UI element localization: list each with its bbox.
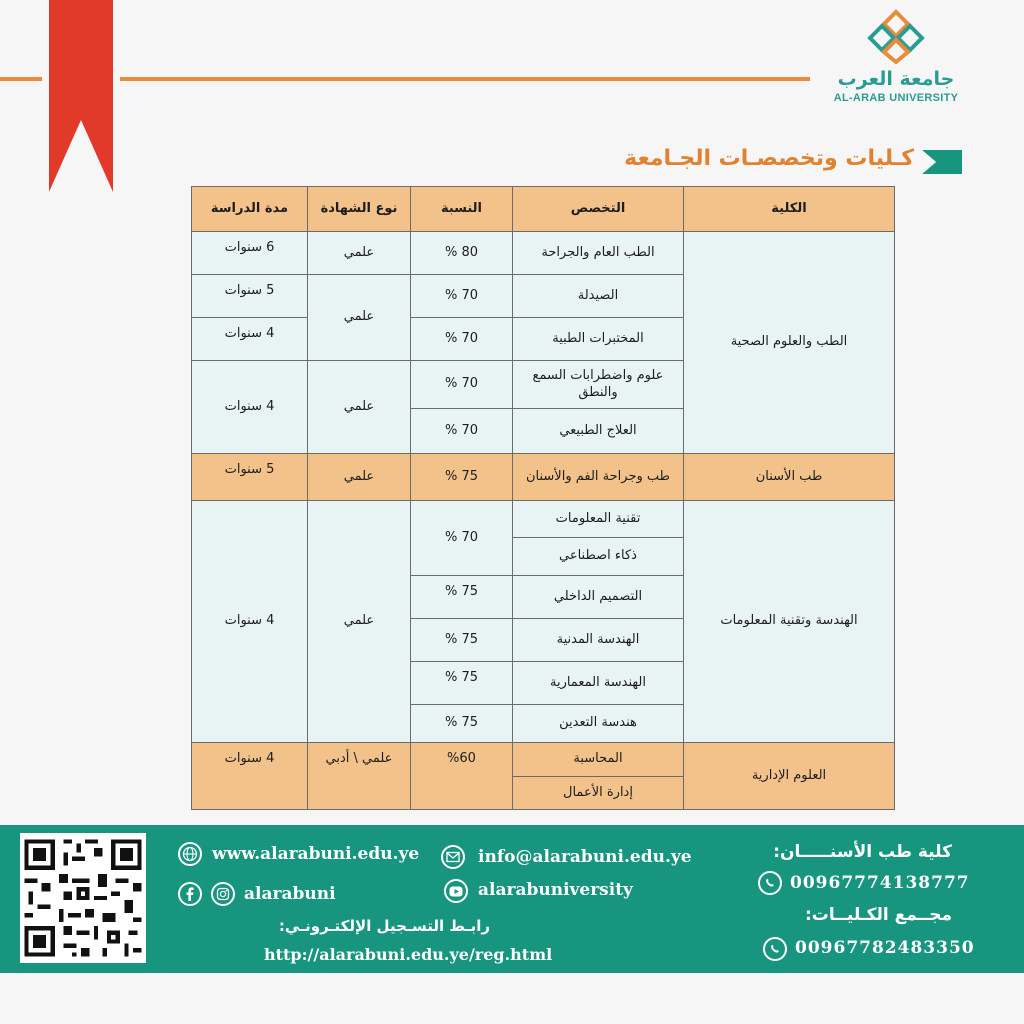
email-link[interactable]: info@alarabuni.edu.ye	[478, 847, 692, 867]
certificate-cell: علمي	[308, 501, 411, 743]
table-row	[192, 501, 895, 538]
logo-mark-icon	[866, 8, 926, 64]
youtube-icon[interactable]	[444, 879, 468, 903]
duration-cell: 4 سنوات	[192, 318, 308, 361]
certificate-cell: علمي	[308, 275, 411, 361]
instagram-icon[interactable]	[211, 882, 235, 906]
major-cell: الصيدلة	[513, 275, 684, 318]
certificate-cell: علمي	[308, 361, 411, 454]
major-cell: المحاسبة	[513, 743, 684, 777]
major-cell: علوم واضطرابات السمع والنطق	[513, 361, 684, 409]
major-cell: إدارة الأعمال	[513, 777, 684, 810]
college-cell: العلوم الإدارية	[684, 743, 895, 810]
registration-label: رابـط التسـجيل الإلكتـرونـي:	[278, 917, 490, 935]
college-cell: الهندسة وتقنية المعلومات	[684, 501, 895, 743]
rate-cell: 70 %	[411, 275, 513, 318]
major-cell: المختبرات الطبية	[513, 318, 684, 361]
major-cell: طب وجراحة الفم والأسنان	[513, 454, 684, 501]
dentistry-label: كلية طب الأسنـــــان:	[773, 842, 952, 862]
section-header	[600, 146, 962, 178]
rate-cell: 75 %	[411, 662, 513, 705]
major-cell: الهندسة المعمارية	[513, 662, 684, 705]
duration-cell: 4 سنوات	[192, 501, 308, 743]
table-header-row	[192, 187, 895, 232]
duration-cell: 4 سنوات	[192, 743, 308, 810]
major-cell: العلاج الطبيعي	[513, 409, 684, 454]
decorative-ribbon	[49, 0, 113, 192]
rate-cell: 70 %	[411, 361, 513, 409]
whatsapp-icon[interactable]	[758, 871, 782, 895]
header-duration: مدة الدراسة	[192, 187, 308, 232]
social-handle[interactable]: alarabuni	[244, 884, 336, 904]
logo-name-arabic: جامعة العرب	[837, 68, 955, 90]
table-row	[192, 743, 895, 777]
header-college: الكلية	[684, 187, 895, 232]
section-title: كـليات وتخصصـات الجـامعة	[624, 146, 914, 171]
rate-cell: 80 %	[411, 232, 513, 275]
college-cell: الطب والعلوم الصحية	[684, 232, 895, 454]
mail-icon[interactable]	[441, 845, 465, 869]
major-cell: التصميم الداخلي	[513, 576, 684, 619]
rate-cell: %60	[411, 743, 513, 810]
colleges-label: مجــمع الكـليــات:	[805, 905, 952, 925]
rate-cell: 75 %	[411, 454, 513, 501]
certificate-cell: علمي	[308, 454, 411, 501]
facebook-icon[interactable]	[178, 882, 202, 906]
rate-cell: 70 %	[411, 501, 513, 576]
table-row	[192, 232, 895, 275]
major-cell: هندسة التعدين	[513, 705, 684, 743]
colleges-phone[interactable]: 00967782483350	[795, 938, 975, 958]
rate-cell: 75 %	[411, 576, 513, 619]
certificate-cell: علمي \ أدبي	[308, 743, 411, 810]
logo-name-english: AL-ARAB UNIVERSITY	[833, 92, 959, 104]
title-arrow-icon	[922, 150, 962, 174]
rate-cell: 70 %	[411, 318, 513, 361]
major-cell: تقنية المعلومات	[513, 501, 684, 538]
header-certificate: نوع الشهادة	[308, 187, 411, 232]
major-cell: الطب العام والجراحة	[513, 232, 684, 275]
dentistry-phone[interactable]: 00967774138777	[790, 873, 970, 893]
duration-cell: 5 سنوات	[192, 275, 308, 318]
registration-url[interactable]: http://alarabuni.edu.ye/reg.html	[264, 945, 553, 964]
duration-cell: 4 سنوات	[192, 361, 308, 454]
duration-cell: 5 سنوات	[192, 454, 308, 501]
duration-cell: 6 سنوات	[192, 232, 308, 275]
header-major: التخصص	[513, 187, 684, 232]
header-rate: النسبة	[411, 187, 513, 232]
certificate-cell: علمي	[308, 232, 411, 275]
university-logo	[826, 8, 966, 108]
rate-cell: 75 %	[411, 619, 513, 662]
whatsapp-icon[interactable]	[763, 937, 787, 961]
specializations-table	[191, 186, 895, 810]
header-line-left	[0, 77, 42, 81]
website-link[interactable]: www.alarabuni.edu.ye	[212, 844, 420, 864]
major-cell: الهندسة المدنية	[513, 619, 684, 662]
header-line	[120, 77, 810, 81]
rate-cell: 70 %	[411, 409, 513, 454]
major-cell: ذكاء اصطناعي	[513, 538, 684, 576]
qr-code[interactable]	[20, 833, 146, 963]
globe-icon[interactable]	[178, 842, 202, 866]
table-row	[192, 454, 895, 501]
rate-cell: 75 %	[411, 705, 513, 743]
college-cell: طب الأسنان	[684, 454, 895, 501]
youtube-handle[interactable]: alarabuniversity	[478, 880, 633, 900]
